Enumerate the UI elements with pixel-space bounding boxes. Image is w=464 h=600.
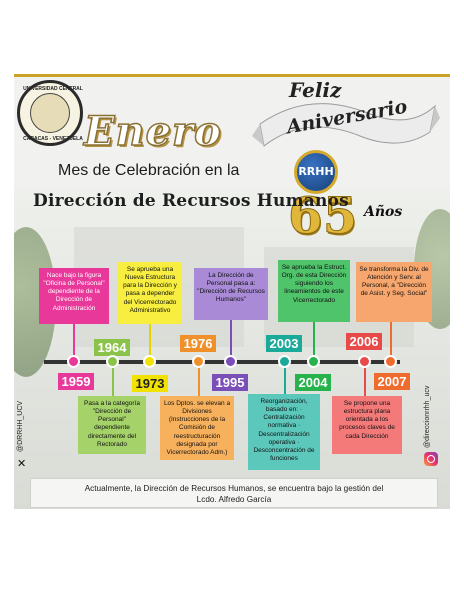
- event-stem: [390, 322, 392, 358]
- year-label-1964: 1964: [94, 339, 130, 356]
- event-card-2004: Se aprueba la Estruct. Org. de esta Dirección siguiendo los lineamientos de este Vicerrectorado: [278, 260, 350, 322]
- anniversary-number: 65: [288, 186, 358, 245]
- event-card-1976: Los Dptos. se elevan a Divisiones (Instrucciones de la Comisión de reestructuración designada por Vicerrectorado Adm.): [160, 396, 234, 460]
- event-stem: [284, 368, 286, 396]
- year-label-1995: 1995: [212, 374, 248, 391]
- year-label-2006: 2006: [346, 333, 382, 350]
- rrhh-logo-text: RRHH: [298, 165, 334, 178]
- year-label-1976: 1976: [180, 335, 216, 352]
- instagram-logo-icon[interactable]: [424, 452, 438, 466]
- seal-text-top: UNIVERSIDAD CENTRAL: [23, 86, 83, 92]
- timeline-dot: [67, 355, 80, 368]
- timeline-dot: [307, 355, 320, 368]
- x-handle[interactable]: @DRRHH_UCV: [17, 400, 24, 452]
- timeline-dot: [224, 355, 237, 368]
- timeline-dot: [192, 355, 205, 368]
- event-card-2003: Reorganización, basado en: · Centralización normativa · Descentralización operativa · Desconcentración de funciones: [248, 394, 320, 470]
- seal-text-bottom: CARACAS - VENEZUELA: [23, 136, 83, 142]
- event-stem: [313, 322, 315, 358]
- month-title: Enero: [84, 108, 222, 155]
- event-card-2007: Se transforma la Div. de Atención y Serv. al Personal, a "Dirección de Asist. y Seg. Social": [356, 262, 432, 322]
- event-stem: [364, 368, 366, 396]
- footer-note: [30, 478, 438, 508]
- event-card-1959: Nace bajo la figura "Oficina de Personal" dependiente de la Dirección de Administración: [39, 268, 109, 324]
- event-stem: [149, 324, 151, 358]
- footer-line-2: Lcdo. Alfredo García: [196, 495, 272, 505]
- event-card-1964: Pasa a la categoría "Dirección de Personal" dependiente directamente del Rectorado: [78, 396, 146, 454]
- seal-emblem: [30, 93, 70, 133]
- timeline-dot: [384, 355, 397, 368]
- event-stem: [198, 368, 200, 398]
- instagram-handle[interactable]: @direccionrrhh_ucv: [424, 385, 431, 448]
- event-card-1973: Se aprueba una Nueva Estructura para la Dirección y pasa a depender del Vicerrectorado Administrativo: [118, 262, 182, 324]
- timeline-dot: [278, 355, 291, 368]
- x-logo-icon[interactable]: ✕: [17, 458, 27, 470]
- anos-text: Años: [364, 204, 403, 220]
- timeline-dot: [358, 355, 371, 368]
- feliz-text: Feliz: [289, 78, 342, 102]
- timeline-axis: [44, 360, 400, 364]
- year-label-2007: 2007: [374, 373, 410, 390]
- event-stem: [230, 320, 232, 358]
- footer-line-1: Actualmente, la Dirección de Recursos Humanos, se encuentra bajo la gestión del: [84, 484, 384, 493]
- event-stem: [73, 324, 75, 358]
- year-label-1973: 1973: [132, 375, 168, 392]
- event-card-2006: Se propone una estructura plana orientada a los procesos claves de cada Dirección: [332, 396, 402, 454]
- year-label-2004: 2004: [295, 374, 331, 391]
- year-label-1959: 1959: [58, 373, 94, 390]
- subtitle: Mes de Celebración en la: [58, 162, 240, 179]
- event-card-1995: La Dirección de Personal pasa a: "Dirección de Recursos Humanos": [194, 268, 268, 320]
- aniversario-text: Aniversario: [285, 95, 409, 139]
- department-title: Dirección de Recursos Humanos: [33, 191, 349, 211]
- timeline-dot: [143, 355, 156, 368]
- year-label-2003: 2003: [266, 335, 302, 352]
- timeline-dot: [106, 355, 119, 368]
- university-seal-icon: [17, 80, 83, 146]
